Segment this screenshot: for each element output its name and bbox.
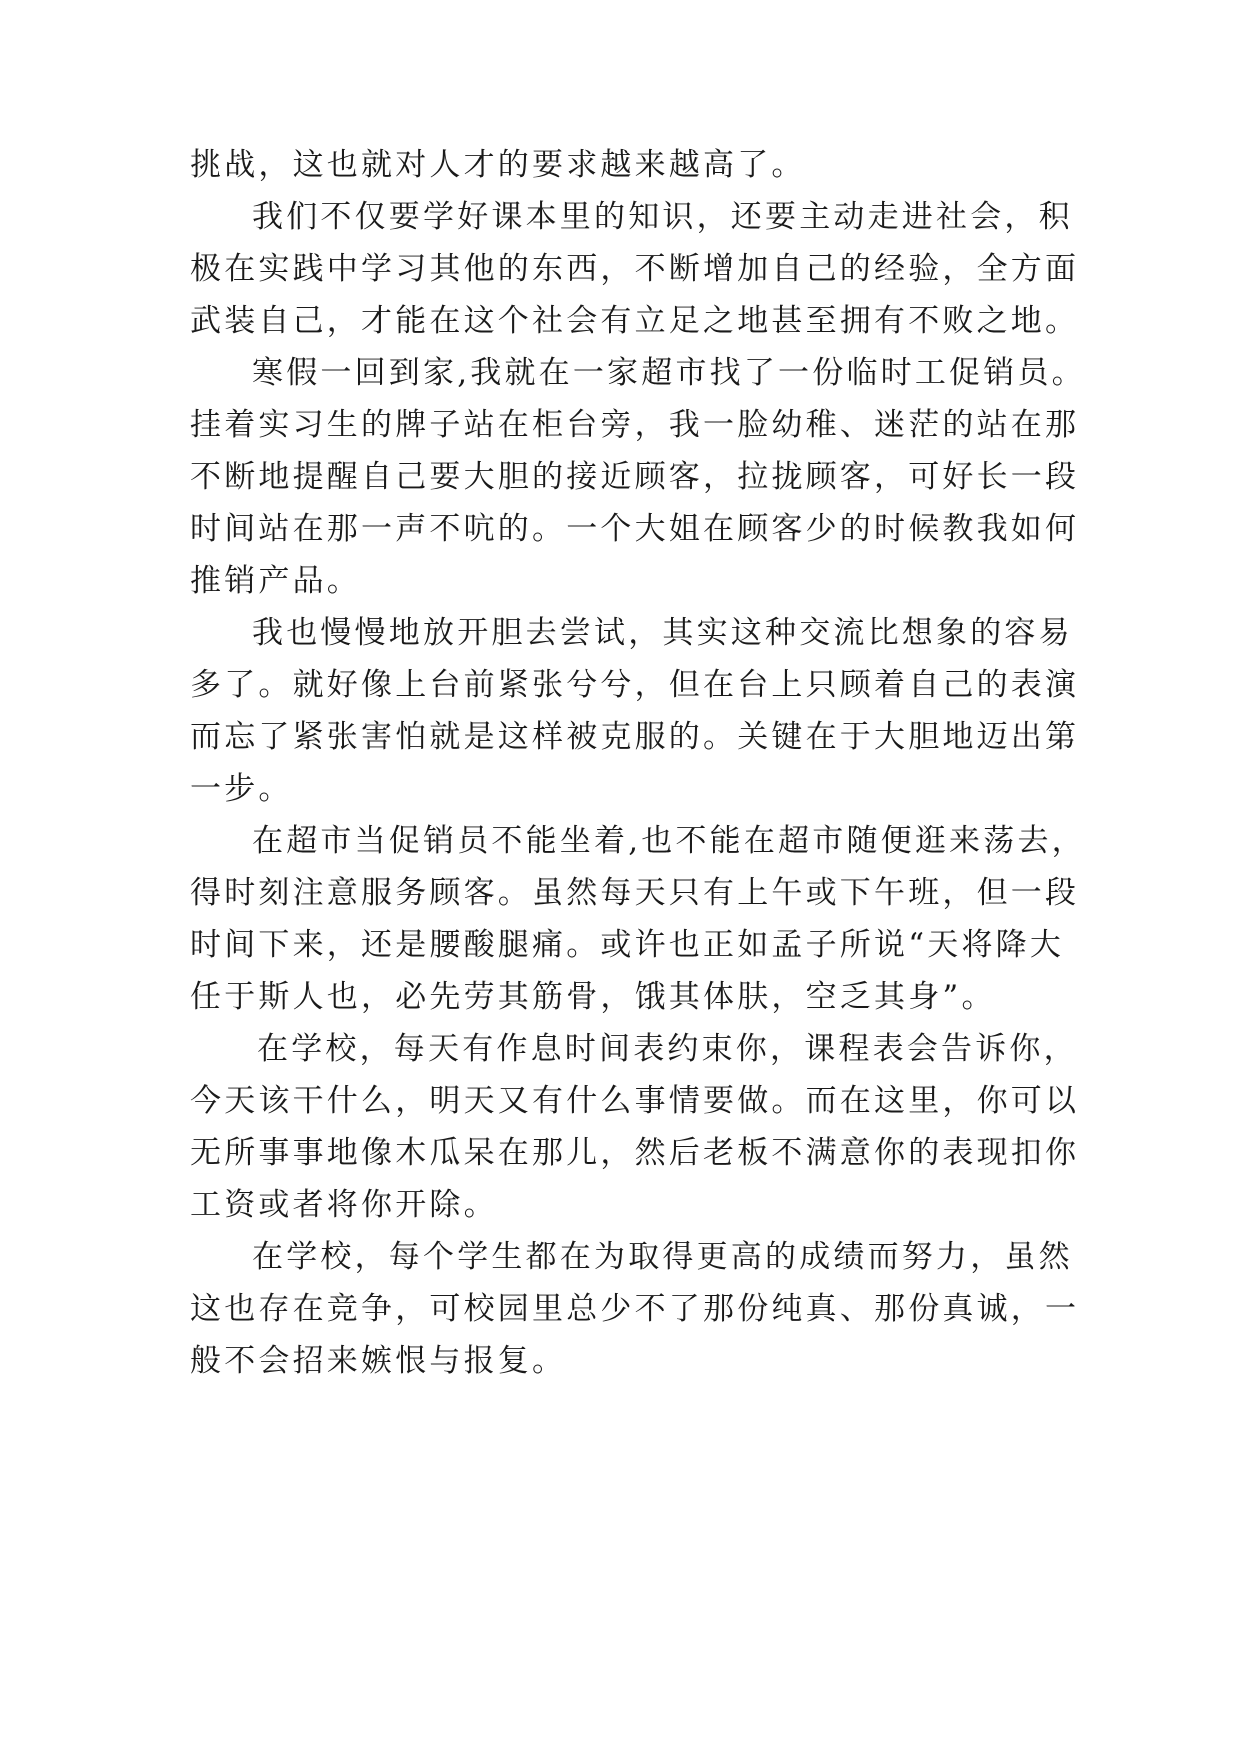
text-line: 工资或者将你开除。 <box>190 1187 498 1223</box>
text-line: 推销产品。 <box>190 563 361 599</box>
text-line: 无所事事地像木瓜呆在那儿，然后老板不满意你的表现扣你 <box>190 1135 1080 1171</box>
text-line: 这也存在竞争，可校园里总少不了那份纯真、那份真诚，一 <box>190 1291 1080 1327</box>
text-line: 极在实践中学习其他的东西，不断增加自己的经验，全方面 <box>190 251 1080 287</box>
text-line: 不断地提醒自己要大胆的接近顾客，拉拢顾客，可好长一段 <box>190 459 1080 495</box>
text-line: 任于斯人也，必先劳其筋骨，饿其体肤，空乏其身”。 <box>190 979 996 1015</box>
text-line: 挑战，这也就对人才的要求越来越高了。 <box>190 147 806 183</box>
paragraph-first-line: 在学校，每个学生都在为取得更高的成绩而努力，虽然 <box>252 1239 1073 1275</box>
text-line: 武装自己，才能在这个社会有立足之地甚至拥有不败之地。 <box>190 303 1080 339</box>
text-line: 时间下来，还是腰酸腿痛。或许也正如孟子所说“天将降大 <box>190 927 1065 963</box>
paragraph-first-line: 我也慢慢地放开胆去尝试，其实这种交流比想象的容易 <box>252 615 1073 651</box>
paragraph-first-line: 我们不仅要学好课本里的知识，还要主动走进社会，积 <box>252 199 1073 235</box>
text-line: 挂着实习生的牌子站在柜台旁，我一脸幼稚、迷茫的站在那 <box>190 407 1080 443</box>
text-line: 今天该干什么，明天又有什么事情要做。而在这里，你可以 <box>190 1083 1080 1119</box>
text-line: 得时刻注意服务顾客。虽然每天只有上午或下午班，但一段 <box>190 875 1080 911</box>
paragraph-first-line: 在超市当促销员不能坐着,也不能在超市随便逛来荡去， <box>252 823 1086 859</box>
text-line: 时间站在那一声不吭的。一个大姐在顾客少的时候教我如何 <box>190 511 1080 547</box>
paragraph-first-line: 在学校，每天有作息时间表约束你，课程表会告诉你， <box>257 1031 1078 1067</box>
paragraph-first-line: 寒假一回到家,我就在一家超市找了一份临时工促销员。 <box>252 355 1086 391</box>
text-line: 一步。 <box>190 771 293 807</box>
text-line: 多了。就好像上台前紧张兮兮，但在台上只顾着自己的表演 <box>190 667 1080 703</box>
text-line: 而忘了紧张害怕就是这样被克服的。关键在于大胆地迈出第 <box>190 719 1080 755</box>
text-line: 般不会招来嫉恨与报复。 <box>190 1343 567 1379</box>
